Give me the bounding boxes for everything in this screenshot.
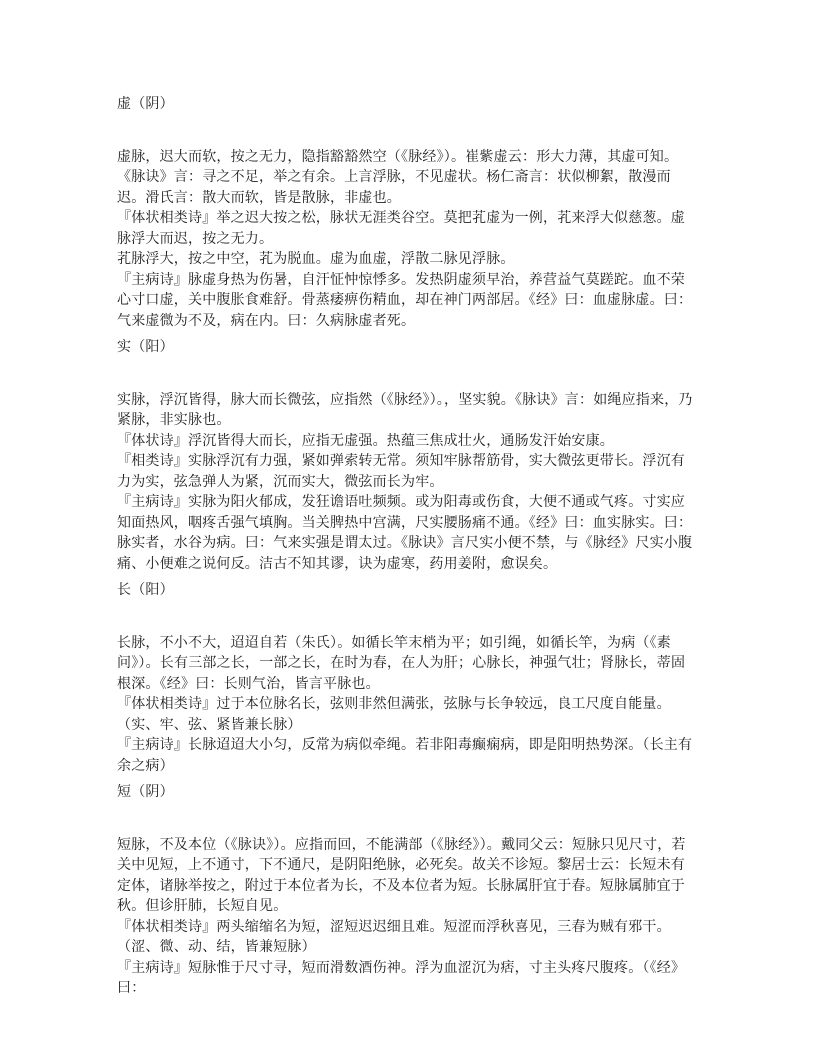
paragraph: 『体状诗』浮沉皆得大而长，应指无虚强。热蕴三焦成壮火，通肠发汗始安康。 [117, 433, 614, 449]
paragraph: 『主病诗』短脉惟于尺寸寻，短而滑数酒伤神。浮为血涩沉为痞，寸主头疼尺腹疼。（《经》曰： [117, 960, 686, 996]
paragraph: 『主病诗』脉虚身热为伤暑，自汗怔忡惊悸多。发热阴虚须早治，养营益气莫蹉跎。血不荣心寸口虚，关中腹胀食难舒。骨蒸痿痹伤精血，却在神门两部居。《经》曰：血虚脉虚。曰：气来虚微为不及，病在内。曰：久病脉虚者死。 [117, 272, 693, 329]
section-heading: 长（阳） [117, 583, 174, 598]
paragraph: 『相类诗』实脉浮沉有力强，紧如弹索转无常。须知牢脉帮筋骨，实大微弦更带长。浮沉有力为实，弦急弹人为紧，沉而实大，微弦而长为牢。 [117, 454, 685, 490]
paragraph: 『主病诗』长脉迢迢大小匀，反常为病似牵绳。若非阳毒癫痫病，即是阳明热势深。（长主有余之病） [117, 738, 693, 774]
paragraph: 实脉，浮沉皆得，脉大而长微弦，应指然（《脉经》）。，坚实貌。《脉诀》言：如绳应指来，乃紧脉，非实脉也。 [117, 392, 693, 428]
paragraph: 『体状相类诗』两头缩缩名为短，涩短迟迟细且难。短涩而浮秋喜见，三春为贼有邪干。（涩、微、动、结，皆兼短脉） [117, 919, 671, 955]
paragraph: 『体状相类诗』举之迟大按之松，脉状无涯类谷空。莫把芤虚为一例，芤来浮大似慈葱。虚脉浮大而迟，按之无力。 [117, 211, 685, 247]
paragraph: 芤脉浮大，按之中空，芤为脱血。虚为血虚，浮散二脉见浮脉。 [117, 252, 515, 267]
paragraph: 虚脉，迟大而软，按之无力，隐指豁豁然空（《脉经》）。崔紫虚云：形大力薄，其虚可知。《脉诀》言：寻之不足，举之有余。上言浮脉，不见虚状。杨仁斋言：状似柳絮，散漫而迟。滑氏言：散大而软，皆是散脉，非虚也。 [117, 149, 679, 206]
paragraph: 短脉，不及本位（《脉诀》）。应指而回，不能满部（《脉经》）。戴同父云：短脉只见尺寸，若关中见短，上不通寸，下不通尺，是阴阳绝脉，必死矣。故关不诊短。黎居士云：长短未有定体，诸脉举按之，附过于本位者为长，不及本位者为短。长脉属肝宜于春。短脉属肺宜于秋。但诊肝肺，长短自见。 [117, 837, 686, 914]
paragraph: 长脉，不小不大，迢迢自若（朱氏）。如循长竿末梢为平；如引绳，如循长竿，为病（《素问》）。长有三部之长，一部之长，在时为春，在人为肝；心脉长，神强气壮；肾脉长，蒂固根深。《经》曰：长则气治，皆言平脉也。 [117, 635, 686, 692]
section-shi-yang [117, 338, 699, 575]
section-heading: 实（阳） [117, 340, 174, 355]
section-duan-yin [117, 783, 699, 1000]
section-xu-yin [117, 95, 699, 332]
paragraph: 『主病诗』实脉为阳火郁成，发狂谵语吐频频。或为阳毒或伤食，大便不通或气疼。寸实应知面热风，咽疼舌强气填胸。当关脾热中宫满，尺实腰肠痛不通。《经》曰：血实脉实。曰：脉实者，水谷为病。曰：气来实强是谓太过。《脉诀》言尺实小便不禁，与《脉经》尺实小腹痛、小便难之说何反。洁古不知其谬，诀为虚寒，药用姜附，愈误矣。 [117, 495, 693, 572]
paragraph: 『体状相类诗』过于本位脉名长，弦则非然但满张，弦脉与长争较远，良工尺度自能量。（实、牢、弦、紧皆兼长脉） [117, 697, 671, 733]
section-heading: 虚（阴） [117, 97, 174, 112]
section-heading: 短（阴） [117, 785, 174, 800]
section-chang-yang [117, 581, 699, 777]
